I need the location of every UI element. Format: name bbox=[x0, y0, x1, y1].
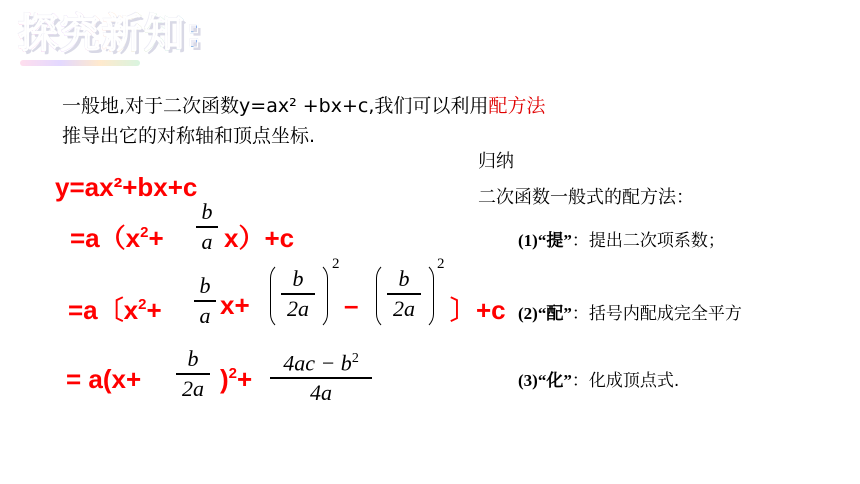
frac-numerator: b bbox=[201, 199, 213, 224]
equation-line-3-end: 〕+c bbox=[450, 295, 506, 325]
eq3-exponent: 2 bbox=[138, 296, 147, 313]
fraction-b-over-a bbox=[196, 199, 218, 255]
fraction-bar bbox=[387, 293, 421, 295]
numerator-exponent: 2 bbox=[351, 351, 359, 366]
square-exponent: 2 bbox=[437, 256, 445, 272]
step-description: ：化成顶点式. bbox=[571, 371, 680, 391]
square-exponent: 2 bbox=[332, 256, 340, 272]
page-title: 探究新知: bbox=[18, 2, 204, 66]
step-item bbox=[518, 299, 742, 324]
step-term: “化” bbox=[537, 371, 572, 390]
step-term: “提” bbox=[537, 231, 572, 250]
frac-numerator: b bbox=[187, 346, 199, 371]
step-item bbox=[518, 366, 679, 391]
step-number: (3) bbox=[518, 371, 538, 390]
equation-line-4-start: = a(x+ bbox=[66, 364, 142, 394]
frac-numerator: b bbox=[292, 266, 304, 291]
fraction-bar bbox=[281, 293, 315, 295]
equation-minus: – bbox=[344, 290, 359, 320]
fraction-bar bbox=[194, 300, 216, 302]
fraction-b-over-a bbox=[194, 273, 216, 329]
fraction-bar bbox=[176, 373, 210, 375]
eq4-close-paren: ) bbox=[220, 364, 229, 394]
frac-denominator: 2a bbox=[393, 295, 415, 321]
eq3-prefix: =a〔x bbox=[68, 295, 139, 325]
equation-line-1: y=ax²+bx+c bbox=[55, 172, 198, 202]
fraction-b-over-2a bbox=[281, 266, 315, 322]
eq4-exponent: 2 bbox=[228, 365, 238, 382]
intro-line-2: 推导出它的对称轴和顶点坐标. bbox=[62, 125, 316, 147]
frac-numerator: b bbox=[398, 266, 410, 291]
numerator-text: 4ac − b bbox=[283, 350, 352, 376]
frac-denominator: 2a bbox=[287, 295, 309, 321]
fraction-discriminant bbox=[270, 346, 372, 406]
step-description: ：括号内配成完全平方 bbox=[571, 304, 742, 324]
eq2-exponent: 2 bbox=[140, 224, 149, 241]
eq4-plus: + bbox=[237, 364, 253, 394]
frac-denominator: 2a bbox=[182, 375, 204, 401]
equation-line-2-start bbox=[70, 218, 164, 255]
frac-denominator: a bbox=[199, 302, 211, 328]
equation-line-3-x: x+ bbox=[220, 290, 250, 320]
step-term: “配” bbox=[537, 304, 572, 323]
step-description: ：提出二次项系数； bbox=[571, 231, 725, 251]
frac-denominator: a bbox=[201, 228, 213, 254]
step-number: (2) bbox=[518, 304, 538, 323]
equation-line-3-start bbox=[68, 290, 162, 327]
fraction-bar bbox=[196, 226, 218, 228]
equation-line-2-end: x）+c bbox=[224, 223, 295, 253]
method-highlight: 配方法 bbox=[488, 95, 546, 117]
intro-line-1 bbox=[62, 91, 545, 118]
summary-subheading: 二次函数一般式的配方法： bbox=[478, 187, 694, 208]
eq2-plus: + bbox=[148, 223, 164, 253]
summary-heading: 归纳 bbox=[478, 151, 514, 172]
frac-denominator: 4a bbox=[310, 379, 332, 405]
eq3-plus: + bbox=[146, 295, 162, 325]
fraction-b-over-2a bbox=[176, 346, 210, 402]
frac-numerator bbox=[270, 346, 372, 376]
eq2-prefix: =a（x bbox=[70, 223, 141, 253]
step-number: (1) bbox=[518, 231, 538, 250]
frac-numerator: b bbox=[199, 273, 211, 298]
step-item bbox=[518, 226, 725, 251]
intro-text: 一般地,对于二次函数y=ax² +bx+c,我们可以利用 bbox=[62, 95, 489, 117]
fraction-b-over-2a bbox=[387, 266, 421, 322]
equation-line-4-mid bbox=[220, 364, 252, 395]
fraction-bar bbox=[270, 377, 372, 379]
